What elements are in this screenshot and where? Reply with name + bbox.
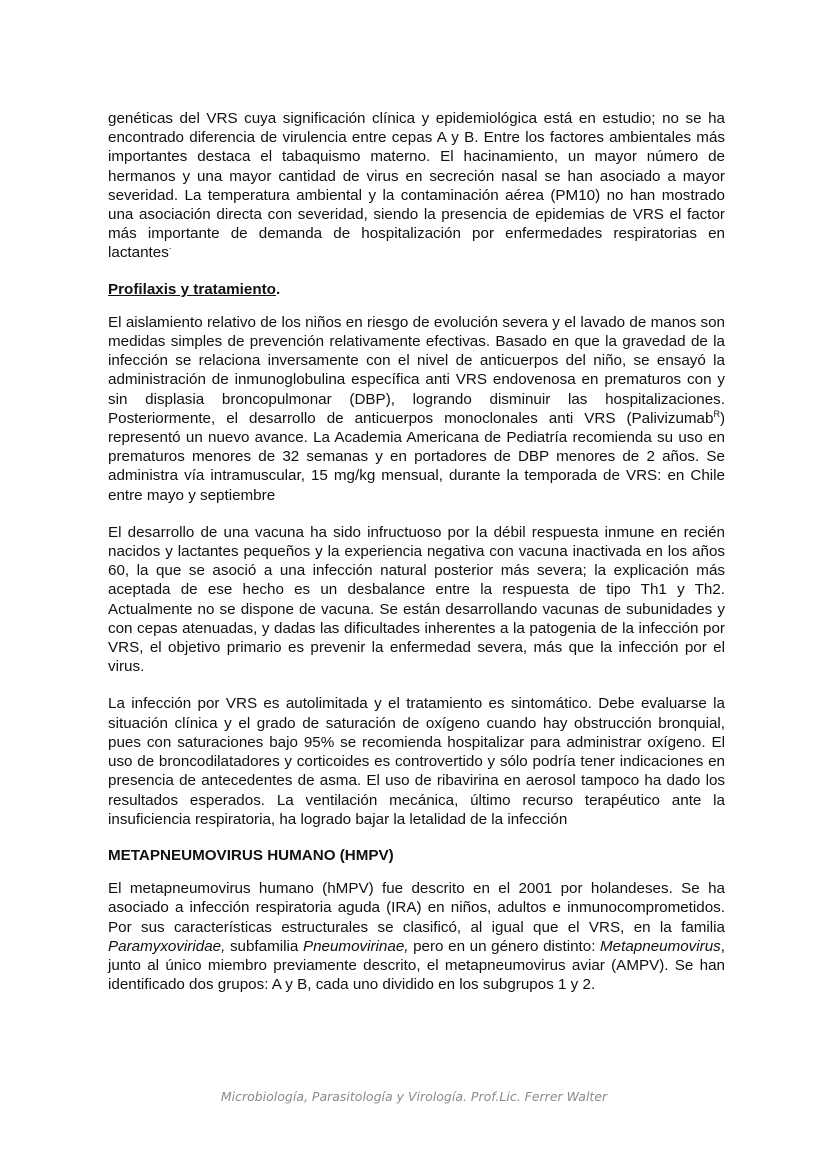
paragraph-hmpv-text-b: subfamilia bbox=[225, 937, 303, 955]
subfamily-name: Pneumovirinae, bbox=[302, 937, 409, 955]
genus-name: Metapneumovirus bbox=[600, 937, 721, 955]
paragraph-hmpv bbox=[108, 879, 725, 994]
paragraph-aislamiento-text-a: El aislamiento relativo de los niños en riesgo de evolución severa y el lavado de manos son medidas simples de prevención relativamente efectivas. Basado en que la gravedad de la infección se relaciona inversamente con el nivel de anticuerpos del niño, se ensayó la administración de inmunoglobulina específica anti VRS endovenosa en prematuros con y sin displasia broncopulmonar (DBP), logrando disminuir las hospitalizaciones. Posteriormente, el desarrollo de anticuerpos monoclonales anti VRS (Palivizumab bbox=[108, 313, 725, 427]
paragraph-hmpv-text-c: pero en un género distinto: bbox=[408, 937, 601, 955]
paragraph-aislamiento bbox=[108, 313, 725, 505]
document-page bbox=[108, 109, 725, 994]
superscript-mark: · bbox=[168, 243, 172, 254]
page-footer: Microbiología, Parasitología y Virología. Prof.Lic. Ferrer Walter bbox=[220, 1089, 608, 1104]
paragraph-hmpv-text-d: , junto al único miembro previamente descrito, el metapneumovirus aviar (AMPV). Se han identificado dos grupos: A y B, cada uno dividido en los subgrupos 1 y 2. bbox=[108, 937, 725, 994]
paragraph-vacuna: El desarrollo de una vacuna ha sido infructuoso por la débil respuesta inmune en recién nacidos y lactantes pequeños y la experiencia negativa con vacuna inactivada en los años 60, la que se asoció a una infección natural posterior más severa; la explicación más aceptada de ese hecho es un desbalance entre la respuesta de tipo Th1 y Th2. Actualmente no se dispone de vacuna. Se están desarrollando vacunas de subunidades y con cepas atenuadas, y dadas las dificultades inherentes a la patogenia de la infección por VRS, el objetivo primario es prevenir la enfermedad severa, más que la infección por el virus. bbox=[108, 523, 725, 676]
heading-profilaxis bbox=[108, 280, 725, 299]
paragraph-hmpv-text-a: El metapneumovirus humano (hMPV) fue descrito en el 2001 por holandeses. Se ha asociado a infección respiratoria aguda (IRA) en niños, adultos e inmunocomprometidos. Por sus características estructurales se clasificó, al igual que el VRS, en la familia bbox=[108, 880, 725, 936]
heading-profilaxis-text: Profilaxis y tratamiento bbox=[108, 280, 276, 298]
registered-superscript: R bbox=[713, 408, 720, 419]
heading-hmpv: METAPNEUMOVIRUS HUMANO (HMPV) bbox=[108, 846, 394, 864]
family-name: Paramyxoviridae, bbox=[108, 937, 226, 955]
heading-profilaxis-dot: . bbox=[275, 280, 281, 298]
paragraph-tratamiento: La infección por VRS es autolimitada y el tratamiento es sintomático. Debe evaluarse la situación clínica y el grado de saturación de oxígeno cuando hay obstrucción bronquial, pues con saturaciones bajo 95% se recomienda hospitalizar para administrar oxígeno. El uso de broncodilatadores y corticoides es controvertido y sólo podría tener indicaciones en presencia de antecedentes de asma. El uso de ribavirina en aerosol tampoco ha dado los resultados esperados. La ventilación mecánica, último recurso terapéutico ante la insuficiencia respiratoria, ha logrado bajar la letalidad de la infección bbox=[108, 695, 725, 828]
paragraph-factores bbox=[108, 109, 725, 263]
paragraph-factores-text: genéticas del VRS cuya significación clínica y epidemiológica está en estudio; no se ha encontrado diferencia de virulencia entre cepas A y B. Entre los factores ambientales más importantes destaca el tabaquismo materno. El hacinamiento, un mayor número de hermanos y una mayor cantidad de virus en secreción nasal se han asociado a mayor severidad. La temperatura ambiental y la contaminación aérea (PM10) no han mostrado una asociación directa con severidad, siendo la presencia de epidemias de VRS el factor más importante de demanda de hospitalización por enfermedades respiratorias en lactantes bbox=[108, 110, 725, 262]
paragraph-aislamiento-text-b: ) representó un nuevo avance. La Academia Americana de Pediatría recomienda su uso en prematuros menores de 32 semanas y en portadores de DBP menores de 2 años. Se administra vía intramuscular, 15 mg/kg mensual, durante la temporada de VRS: en Chile entre mayo y septiembre bbox=[108, 409, 725, 504]
